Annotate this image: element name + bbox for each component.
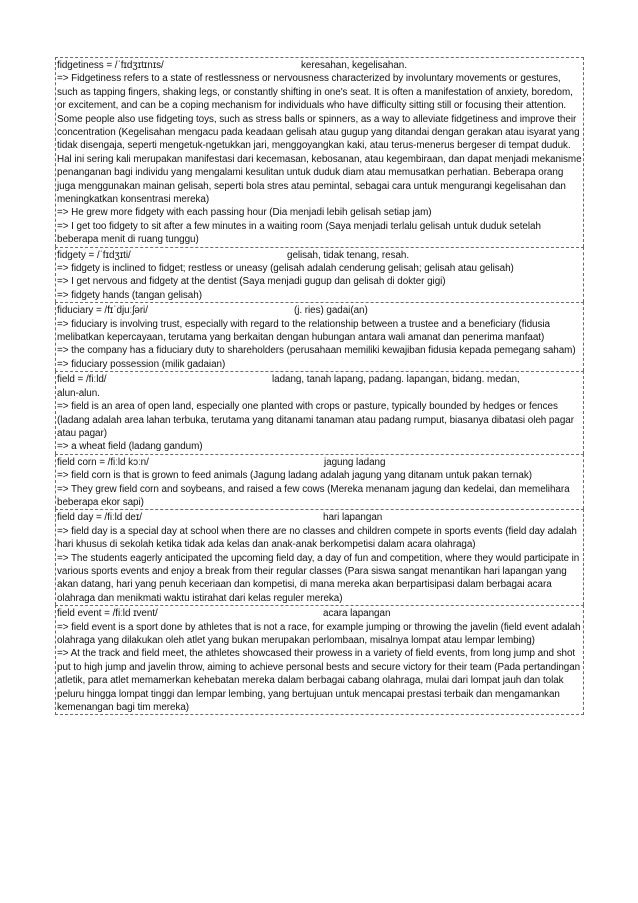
entry-term: field corn = /fiːld kɔːn/ — [57, 456, 149, 468]
entry-example: => the company has a fiduciary duty to shareholders (perusahaan memiliki kewajiban fidusia kepada pemegang saham) — [57, 345, 576, 357]
entry-example: => He grew more fidgety with each passing hour (Dia menjadi lebih gelisah setiap jam) — [57, 207, 432, 219]
entry-term: field event = /fiːld ɪvent/ — [57, 608, 158, 620]
entry-example: => a wheat field (ladang gandum) — [57, 441, 203, 453]
entry-translation: keresahan, kegelisahan. — [301, 60, 407, 71]
entry-definition: => fiduciary is involving trust, especially with regard to the relationship between a trustee and a beneficiary (fidusia melibatkan kepercayaan, terutama yang berkaitan dengan hubungan antara wali amanat dan penerima manfaat) — [57, 318, 550, 344]
entry-fiduciary — [55, 302, 584, 371]
entry-translation-continued: alun-alun. — [57, 387, 100, 399]
entry-translation: gelisah, tidak tenang, resah. — [287, 249, 410, 261]
entry-term: field = /fiːld/ — [57, 374, 107, 386]
entry-example: => The students eagerly anticipated the upcoming field day, a day of fun and competition, where they would participate in various sports events and enjoy a break from their regular classes (Para siswa sangat menantikan hari lapangan yang akan datang, hari yang penuh keceriaan dan kompetisi, di mana mereka akan berpartisipasi dalam berbagai acara olahraga dan menikmati waktu istirahat dari kelas reguler mereka) — [57, 552, 580, 604]
entry-example: => I get too fidgety to sit after a few minutes in a waiting room (Saya menjadi terlalu gelisah untuk duduk setelah beberapa menit di ruang tunggu) — [57, 220, 541, 246]
entry-definition: => field is an area of open land, especially one planted with crops or pasture, typically bounded by hedges or fences (ladang adalah area lahan terbuka, terutama yang ditanami tanaman atau padang rumput, biasanya dibatasi oleh pagar atau pagar) — [57, 401, 574, 439]
entry-translation: acara lapangan — [323, 608, 391, 620]
entry-definition: => Fidgetiness refers to a state of restlessness or nervousness characterized by involuntary movements or gestures, such as tapping fingers, shaking legs, or constantly shifting in one's seat. It is often a manifestation of anxiety, boredom, or excitement, and can be a coping mechanism for individuals who have difficulty sitting still or focusing their attention. Some people also use fidgeting toys, such as stress balls or spinners, as a way to alleviate fidgetiness and improve their concentration (Kegelisahan mengacu pada keadaan gelisah atau gugup yang ditandai dengan gerakan atau isyarat yang tidak disengaja, seperti mengetuk-ngetukkan jari, menggoyangkan kaki, atau terus-menerus bergeser di tempat duduk. Hal ini sering kali merupakan manifestasi dari kecemasan, kebosanan, atau kegembiraan, dan dapat menjadi mekanisme penanganan bagi individu yang mengalami kesulitan untuk duduk diam atau memusatkan perhatian. Beberapa orang juga menggunakan mainan gelisah, seperti bola stres atau pemintal, sebagai cara untuk mengurangi kegelisahan dan meningkatkan konsentrasi mereka) — [57, 73, 582, 206]
entry-translation: hari lapangan — [323, 512, 383, 524]
entry-fidgety — [55, 247, 584, 303]
entry-example: => fiduciary possession (milik gadaian) — [57, 358, 226, 370]
entry-field-corn — [55, 454, 584, 510]
entry-headline — [57, 249, 582, 262]
entry-headline — [57, 304, 582, 317]
entry-headline — [57, 456, 582, 469]
dictionary-document — [55, 57, 584, 715]
entry-translation: (j. ries) gadai(an) — [294, 305, 368, 317]
entry-headline — [57, 607, 582, 620]
entry-definition: => field day is a special day at school when there are no classes and children compete in sports events (field day adalah hari khusus di sekolah ketika tidak ada kelas dan anak-anak berkompetisi dalam acara olahraga) — [57, 525, 577, 551]
entry-definition: => fidgety is inclined to fidget; restless or uneasy (gelisah adalah cenderung gelisah; gelisah atau gelisah) — [57, 263, 514, 275]
entry-term: fiduciary = /fɪˈdjuːʃəri/ — [57, 305, 148, 317]
entry-term: field day = /fiːld deɪ/ — [57, 512, 142, 524]
entry-example: => I get nervous and fidgety at the dentist (Saya menjadi gugup dan gelisah di dokter gigi) — [57, 276, 446, 288]
entry-field — [55, 371, 584, 453]
entry-translation: ladang, tanah lapang, padang. lapangan, bidang. medan, — [272, 374, 520, 386]
entry-example: => At the track and field meet, the athletes showcased their prowess in a variety of field events, from long jump and shot put to high jump and javelin throw, aiming to achieve personal bests and secure victory for their team (Pada pertandingan atletik, para atlet memamerkan kehebatan mereka dalam berbagai cabang olahraga, mulai dari lompat jauh dan tolak peluru hingga lompat tinggi dan lempar lembing, yang bertujuan untuk mencapai prestasi terbaik dan mengamankan kemenangan bagi tim mereka) — [57, 648, 581, 713]
entry-headline — [57, 511, 582, 524]
entry-headline — [57, 373, 582, 386]
entry-field-event — [55, 605, 584, 715]
entry-example: => They grew field corn and soybeans, and raised a few cows (Mereka menanam jagung dan kedelai, dan memelihara beberapa ekor sapi) — [57, 483, 570, 508]
entry-fidgetiness — [55, 57, 584, 247]
entry-translation: jagung ladang — [324, 456, 386, 468]
entry-definition: => field corn is that is grown to feed animals (Jagung ladang adalah jagung yang ditanam untuk pakan ternak) — [57, 470, 532, 482]
entry-field-day — [55, 509, 584, 605]
entry-term: fidgetiness = /ˈfɪdʒɪtɪnɪs/ — [57, 60, 164, 71]
entry-headline — [57, 59, 582, 72]
entry-example: => fidgety hands (tangan gelisah) — [57, 289, 202, 301]
entry-definition: => field event is a sport done by athletes that is not a race, for example jumping or throwing the javelin (field event adalah olahraga yang dilakukan oleh atlet yang bukan merupakan perlombaan, misalnya lompat atau lempar lembing) — [57, 621, 581, 646]
entry-term: fidgety = /ˈfɪdʒɪti/ — [57, 249, 131, 261]
